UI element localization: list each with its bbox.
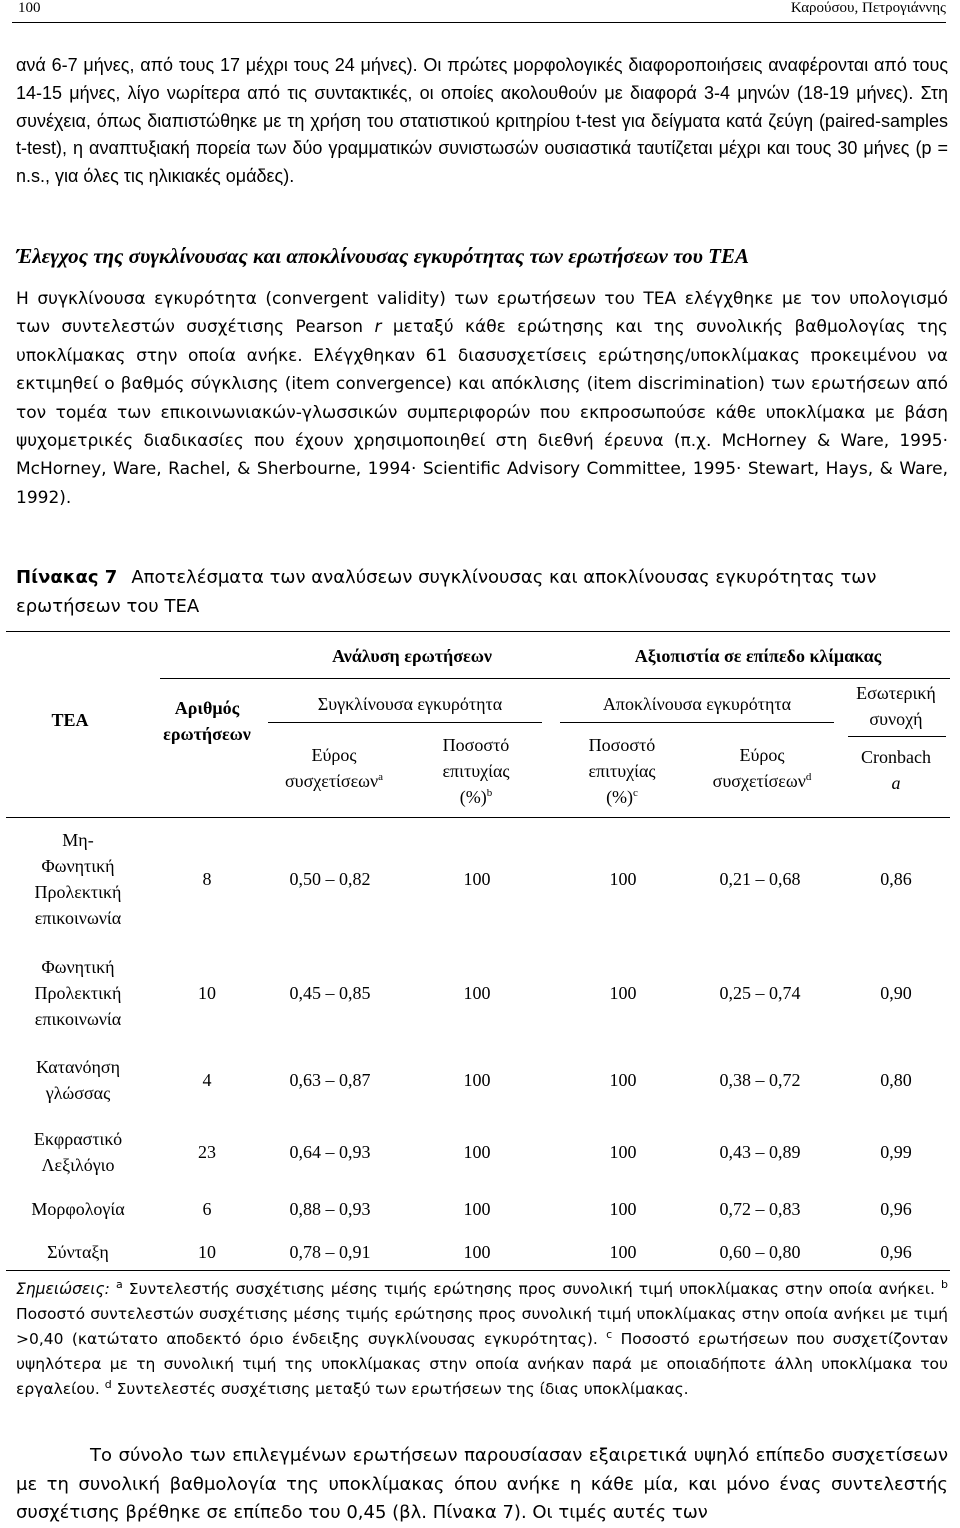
cell-convergent-success: 100 xyxy=(463,1070,491,1090)
cell-convergent-success: 100 xyxy=(463,983,491,1003)
cell-convergent-range: 0,78 – 0,91 xyxy=(289,1242,371,1262)
header-scale-reliability: Αξιοπιστία σε επίπεδο κλίμακας xyxy=(634,646,882,666)
cell-convergent-range: 0,63 – 0,87 xyxy=(289,1070,371,1090)
cell-item-count: 8 xyxy=(202,869,212,889)
table-top-rule xyxy=(6,631,950,632)
row-label xyxy=(34,1126,122,1178)
cell-divergent-success: 100 xyxy=(609,1242,637,1262)
cell-convergent-success: 100 xyxy=(463,1142,491,1162)
header-range-div xyxy=(713,742,812,794)
header-range-div-line-1: Εύρος xyxy=(739,745,785,765)
cell-divergent-success: 100 xyxy=(609,1070,637,1090)
cell-convergent-success: 100 xyxy=(463,869,491,889)
row-label xyxy=(36,1054,120,1106)
table-caption-text: Αποτελέσματα των αναλύσεων συγκλίνουσας και αποκλίνουσας εγκυρότητας των ερωτήσεων του ΤΕΑ xyxy=(16,567,877,617)
paragraph-2-text-b: μεταξύ κάθε ερώτησης και της συνολικής βαθμολογίας της υποκλίμακας στην οποία ανήκε. Ελέγχθηκαν 61 διασυσχετίσεις ερώτησης/υποκλίμακας προκειμένου να εκτιμηθεί ο βαθμός σύγκλισης (item convergence) και απόκλισης (item discrimination) των ερωτήσεων από τον τομέα των επικοινωνιακών-γλωσσικών συμπεριφορών που εκπροσωπούσε κάθε υποκλίμακα με βάση ψυχομετρικές διαδικασίες που έχουν χρησιμοποιηθεί στη διεθνή έρευνα (π.χ. McHorney & Ware, 1995· McHorney, Ware, Rachel, & Sherbourne, 1994· Scientific Advisory Committee, 1995· Stewart, Hays, & Ware, 1992). xyxy=(16,317,949,508)
divergent-rule xyxy=(560,722,834,723)
row-label-line: γλώσσας xyxy=(45,1083,111,1103)
header-internal-line-2: συνοχή xyxy=(869,709,923,729)
running-header xyxy=(12,0,946,23)
internal-rule xyxy=(848,736,946,737)
cell-convergent-range: 0,88 – 0,93 xyxy=(289,1199,371,1219)
table-caption xyxy=(16,563,948,621)
header-item-count-line-1: Αριθμός xyxy=(174,698,240,718)
notes-label: Σημειώσεις: xyxy=(16,1280,110,1298)
page-number: 100 xyxy=(18,0,41,16)
row-label-line: Εκφραστικό xyxy=(33,1129,123,1149)
footnote-marker-c: c xyxy=(633,787,638,799)
row-label xyxy=(35,827,122,931)
row-label-line: Προλεκτική xyxy=(34,983,122,1003)
row-label-line: Κατανόηση xyxy=(35,1057,121,1077)
note-d-text: Συντελεστές συσχέτισης μεταξύ των ερωτήσεων της ίδιας υποκλίμακας. xyxy=(111,1380,689,1398)
body-paragraph-3: Το σύνολο των επιλεγμένων ερωτήσεων παρουσίασαν εξαιρετικά υψηλό επίπεδο συσχετίσεων με τη συνολική βαθμολογία της υποκλίμακας όπου ανήκε η κάθε μία, και μόνο ένας συντελεστής συσχέτισης βρέθηκε σε επίπεδο του 0,45 (βλ. Πίνακα 7). Οι τιμές αυτές των xyxy=(16,1445,948,1523)
header-cronbach-line-2: a xyxy=(891,773,901,793)
note-a-text: Συντελεστής συσχέτισης μέσης τιμής ερώτησης προς συνολική τιμή υποκλίμακας στην οποία ανήκει. xyxy=(122,1280,942,1298)
pearson-r-symbol: r xyxy=(374,317,382,338)
convergent-rule xyxy=(268,722,542,723)
footnote-marker-d: d xyxy=(805,771,812,783)
cell-cronbach-alpha: 0,80 xyxy=(880,1070,912,1090)
note-c-marker: c xyxy=(606,1327,613,1341)
header-tea: ΤΕΑ xyxy=(51,710,89,730)
group-header-rule xyxy=(160,678,950,679)
cell-cronbach-alpha: 0,86 xyxy=(880,869,912,889)
header-success-conv-line-3: (%) xyxy=(459,787,487,807)
cell-cronbach-alpha: 0,96 xyxy=(880,1199,912,1219)
cell-divergent-range: 0,38 – 0,72 xyxy=(719,1070,801,1090)
row-label-line: Σύνταξη xyxy=(47,1242,109,1262)
header-cronbach xyxy=(861,744,931,796)
row-label-line: Προλεκτική xyxy=(34,882,122,902)
header-success-conv xyxy=(442,732,509,810)
row-label-line: Φωνητική xyxy=(41,957,115,977)
paragraph-2-text-a: Η συγκλίνουσα εγκυρότητα (convergent validity) των ερωτήσεων του ΤΕΑ ελέγχθηκε με τον υπολογισμό των συντελεστών συσχέτισης Pearson xyxy=(16,289,948,338)
cell-item-count: 4 xyxy=(202,1070,212,1090)
row-label xyxy=(35,954,122,1032)
row-label xyxy=(31,1196,124,1222)
section-heading: Έλεγχος της συγκλίνουσας και αποκλίνουσας εγκυρότητας των ερωτήσεων του ΤΕΑ xyxy=(16,244,750,268)
cell-item-count: 6 xyxy=(202,1199,212,1219)
header-success-div-line-1: Ποσοστό xyxy=(588,735,656,755)
cell-cronbach-alpha: 0,99 xyxy=(880,1142,912,1162)
cell-convergent-success: 100 xyxy=(463,1242,491,1262)
header-cronbach-line-1: Cronbach xyxy=(861,747,931,767)
cell-convergent-range: 0,45 – 0,85 xyxy=(289,983,371,1003)
cell-cronbach-alpha: 0,96 xyxy=(880,1242,912,1262)
row-label-line: Μη- xyxy=(62,830,94,850)
cell-divergent-range: 0,72 – 0,83 xyxy=(719,1199,801,1219)
row-label xyxy=(47,1239,109,1265)
row-label-line: Μορφολογία xyxy=(31,1199,125,1219)
cell-divergent-range: 0,21 – 0,68 xyxy=(719,869,801,889)
row-label-line: επικοινωνία xyxy=(34,1009,122,1029)
row-label-line: επικοινωνία xyxy=(34,908,122,928)
note-d-marker: d xyxy=(104,1377,112,1391)
running-header-authors: Καρούσου, Πετρογιάννης xyxy=(790,0,946,16)
header-item-analysis: Ανάλυση ερωτήσεων xyxy=(332,646,492,666)
row-label-line: Φωνητική xyxy=(41,856,115,876)
header-success-div xyxy=(588,732,655,810)
footnote-marker-a: a xyxy=(378,771,384,783)
header-success-div-line-2: επιτυχίας xyxy=(588,761,656,781)
note-b-text: Ποσοστό συντελεστών συσχέτισης μέσης τιμής ερώτησης προς συνολική τιμή υποκλίμακας στην οποία ανήκει με τιμή >0,40 (κατώτατο αποδεκτό όριο ένδειξης συγκλίνουσας εγκυρότητας). xyxy=(16,1305,948,1348)
note-a-marker: a xyxy=(115,1277,123,1291)
table-notes xyxy=(16,1277,948,1402)
header-range-conv-line-2: συσχετίσεων xyxy=(284,771,379,791)
cell-divergent-range: 0,25 – 0,74 xyxy=(719,983,801,1003)
cell-convergent-success: 100 xyxy=(463,1199,491,1219)
cell-divergent-success: 100 xyxy=(609,983,637,1003)
note-b-marker: b xyxy=(941,1277,948,1291)
cell-divergent-range: 0,60 – 0,80 xyxy=(719,1242,801,1262)
cell-divergent-success: 100 xyxy=(609,1199,637,1219)
cell-convergent-range: 0,64 – 0,93 xyxy=(289,1142,371,1162)
header-divergent-validity: Αποκλίνουσα εγκυρότητα xyxy=(602,694,792,714)
header-internal-line-1: Εσωτερική xyxy=(856,683,936,703)
cell-divergent-success: 100 xyxy=(609,1142,637,1162)
cell-convergent-range: 0,50 – 0,82 xyxy=(289,869,371,889)
header-convergent-validity: Συγκλίνουσα εγκυρότητα xyxy=(317,694,503,714)
header-item-count-line-2: ερωτήσεων xyxy=(163,724,251,744)
body-paragraph-1: ανά 6-7 μήνες, από τους 17 μέχρι τους 24 μήνες). Οι πρώτες μορφολογικές διαφοροποιήσεις αναφέρονται από τους 14-15 μήνες, λίγο νωρίτερα από τις συντακτικές, οι οποίες ακολουθούν με διαφορά 3-4 μηνών (18-19 μήνες). Στη συνέχεια, όπως διαπιστώθηκε με τη χρήση του στατιστικού κριτηρίου t-test για δείγματα κατά ζεύγη (paired-samples t-test), η αναπτυξιακή πορεία των δύο γραμματικών συνιστωσών ουσιαστικά ταυτίζεται μέχρι και τους 30 μήνες (p = n.s., για όλες τις ηλικιακές ομάδες). xyxy=(16,55,948,187)
header-success-div-line-3: (%) xyxy=(606,787,634,807)
header-range-conv-line-1: Εύρος xyxy=(311,745,357,765)
table-caption-label: Πίνακας 7 xyxy=(16,567,118,588)
note-c-text: Ποσοστό ερωτήσεων που συσχετίζονταν υψηλότερα με τη συνολική τιμή της υποκλίμακας στην οποία ανήκαν παρά με οποιαδήποτε άλλη υποκλίμακα του εργαλείου. xyxy=(16,1330,948,1398)
cell-item-count: 23 xyxy=(198,1142,216,1162)
header-range-conv xyxy=(285,742,383,794)
header-bottom-rule xyxy=(6,817,950,818)
footnote-marker-b: b xyxy=(486,787,493,799)
cell-item-count: 10 xyxy=(198,1242,216,1262)
cell-cronbach-alpha: 0,90 xyxy=(880,983,912,1003)
body-paragraph-2 xyxy=(16,285,948,512)
header-success-conv-line-2: επιτυχίας xyxy=(442,761,510,781)
cell-divergent-range: 0,43 – 0,89 xyxy=(719,1142,801,1162)
cell-divergent-success: 100 xyxy=(609,869,637,889)
row-label-line: Λεξιλόγιο xyxy=(41,1155,115,1175)
cell-item-count: 10 xyxy=(198,983,216,1003)
header-success-conv-line-1: Ποσοστό xyxy=(442,735,510,755)
table-bottom-rule xyxy=(6,1270,950,1271)
header-range-div-line-2: συσχετίσεων xyxy=(712,771,806,791)
header-internal-consistency xyxy=(856,680,936,732)
header-item-count xyxy=(163,695,251,747)
